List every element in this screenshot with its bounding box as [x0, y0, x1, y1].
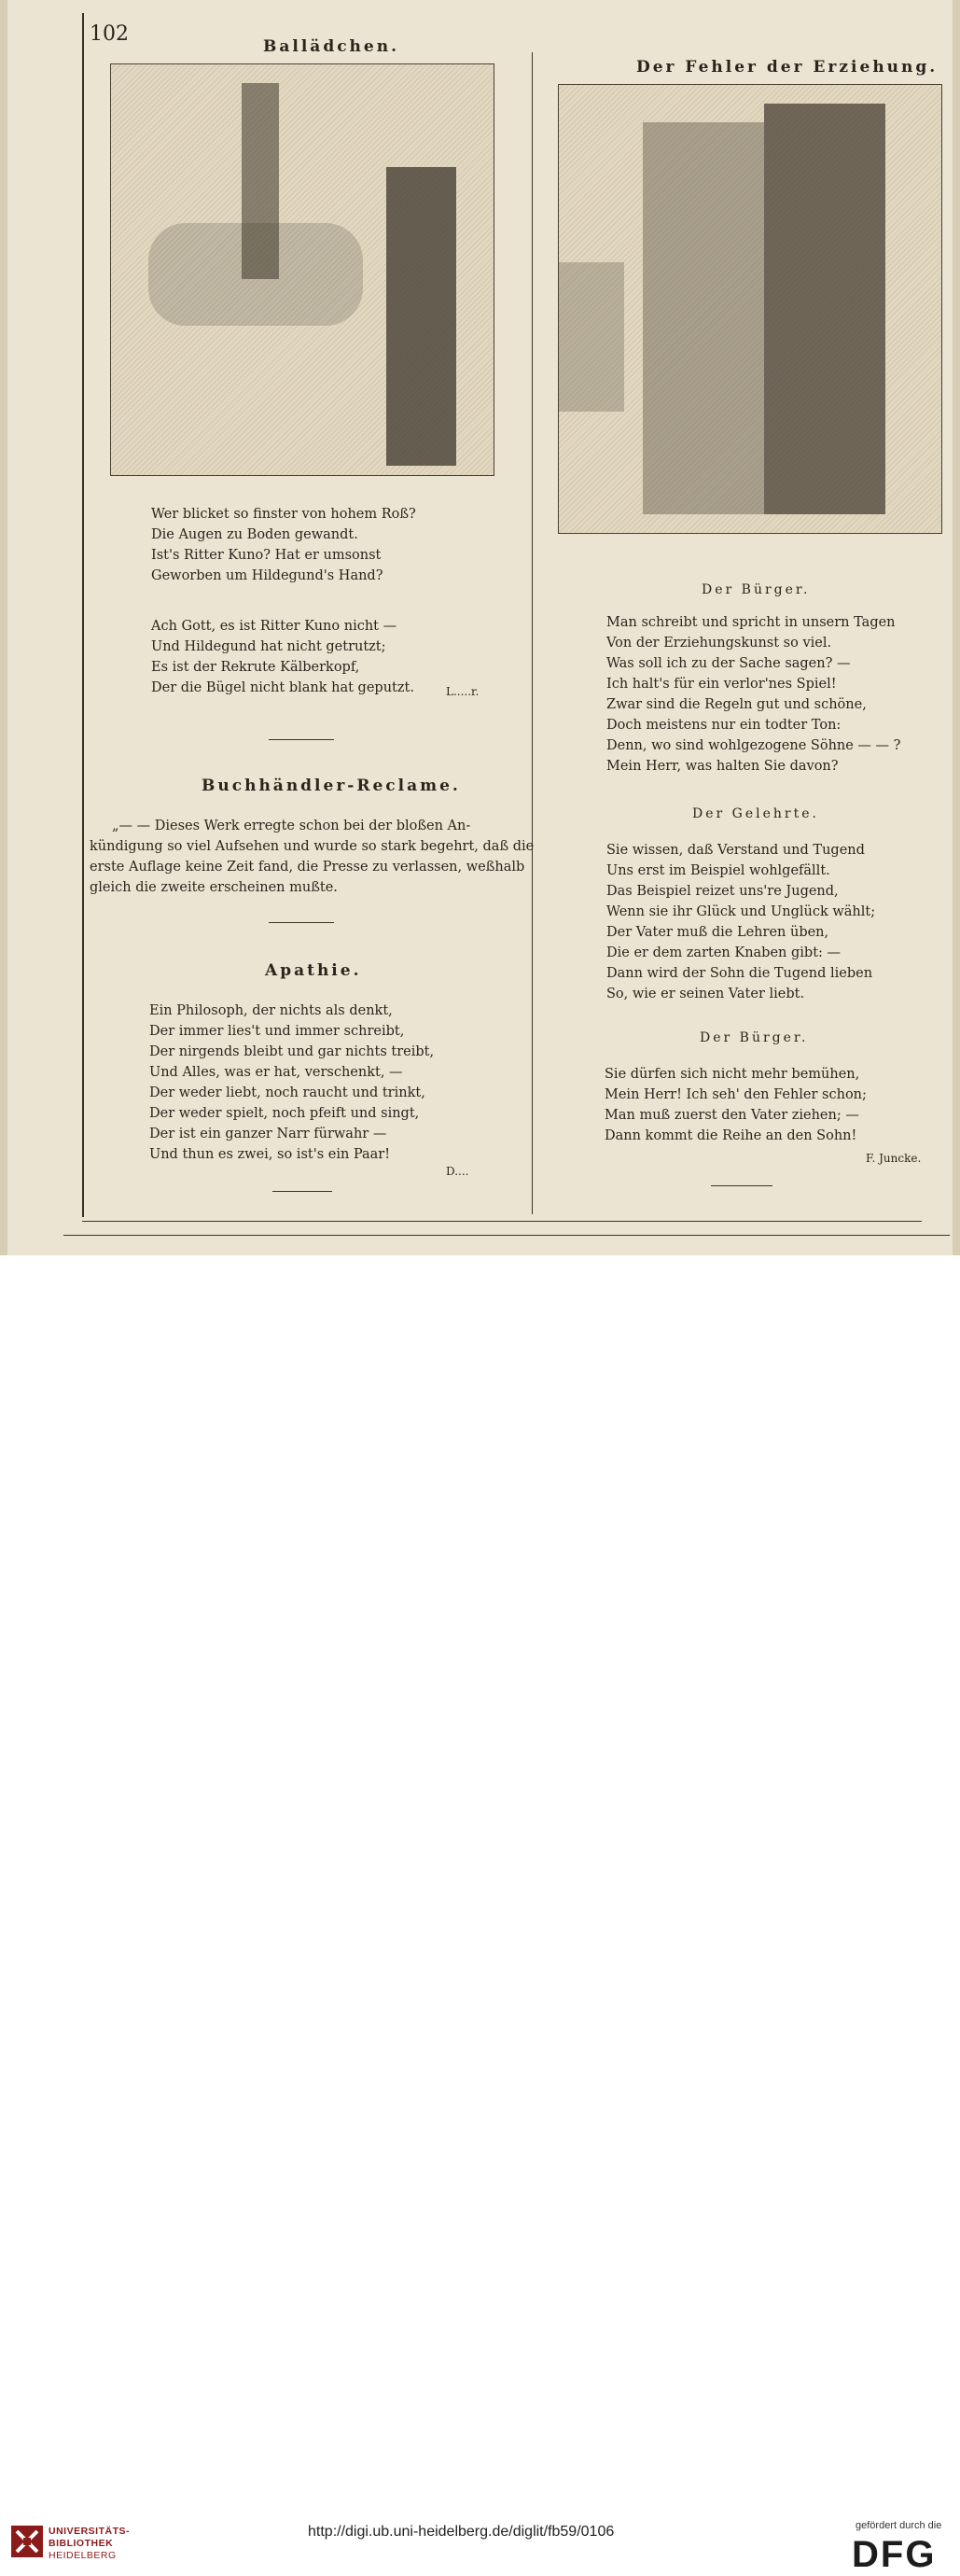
verse-line: Der die Bügel nicht blank hat geputzt. [151, 680, 414, 695]
verse-line: Ich halt's für ein verlor'nes Spiel! [606, 677, 837, 692]
verse-line: Die Augen zu Boden gewandt. [151, 527, 358, 542]
dfg-logo: DFG [852, 2534, 937, 2575]
verse-line: Das Beispiel reizet uns're Jugend, [606, 884, 839, 899]
illustration-rider-and-recruit [110, 63, 494, 476]
verse-line: Ist's Ritter Kuno? Hat er umsonst [151, 548, 382, 563]
verse-line: Uns erst im Beispiel wohlgefällt. [606, 863, 830, 878]
citizen-figure [643, 122, 764, 514]
prose-line: gleich die zweite erscheinen mußte. [90, 880, 338, 895]
signature-juncke: F. Juncke. [866, 1152, 922, 1165]
title-apathie: Apathie. [265, 961, 362, 980]
section-separator [269, 922, 334, 923]
library-name-line: BIBLIOTHEK [49, 2538, 114, 2549]
university-library-logo [11, 2526, 43, 2557]
verse-line: Der weder liebt, noch raucht und trinkt, [149, 1085, 425, 1100]
verse-line: Sie dürfen sich nicht mehr bemühen, [605, 1067, 860, 1082]
library-name-line: UNIVERSITÄTS- [49, 2526, 131, 2537]
section-separator [711, 1185, 772, 1186]
page-edge-left [0, 0, 7, 1255]
speaker-label-buerger-2: Der Bürger. [700, 1030, 809, 1045]
illustration-citizen-and-scholar [558, 84, 942, 534]
verse-line: Von der Erziehungskunst so viel. [606, 636, 832, 651]
verse-line: Der immer lies't und immer schreibt, [149, 1024, 405, 1039]
verse-line: Und thun es zwei, so ist's ein Paar! [149, 1147, 391, 1162]
verse-line: Der Vater muß die Lehren üben, [606, 925, 829, 940]
verse-line: Ach Gott, es ist Ritter Kuno nicht — [151, 619, 397, 634]
section-separator [272, 1191, 332, 1192]
library-name-line: HEIDELBERG [49, 2550, 117, 2561]
signature-apathie: D.... [446, 1165, 469, 1178]
verse-line: Wenn sie ihr Glück und Unglück wählt; [606, 904, 876, 919]
verse-line: Wer blicket so finster von hohem Roß? [151, 507, 416, 522]
verse-line: So, wie er seinen Vater liebt. [606, 987, 805, 1001]
page-number: 102 [90, 22, 129, 46]
left-margin-rule [82, 13, 84, 1217]
bottom-rule-outer [63, 1235, 950, 1236]
verse-line: Dann kommt die Reihe an den Sohn! [605, 1128, 857, 1143]
speaker-label-buerger: Der Bürger. [702, 582, 811, 597]
funder-label: gefördert durch die [856, 2520, 942, 2531]
speaker-label-gelehrte: Der Gelehrte. [692, 806, 819, 821]
title-fehler-der-erziehung: Der Fehler der Erziehung. [636, 58, 939, 77]
recruit-figure [386, 167, 456, 466]
verse-line: Man schreibt und spricht in unsern Tagen [606, 615, 896, 630]
section-separator [269, 739, 334, 740]
title-balladchen: Ballädchen. [263, 37, 400, 56]
verse-line: Und Alles, was er hat, verschenkt, — [149, 1065, 403, 1080]
verse-line: Doch meistens nur ein todter Ton: [606, 718, 842, 733]
bottom-rule [82, 1221, 922, 1222]
fence-drawing [559, 262, 624, 412]
verse-line: Und Hildegund hat nicht getrutzt; [151, 639, 386, 654]
prose-line: erste Auflage keine Zeit fand, die Presse zu verlassen, weßhalb [90, 860, 525, 875]
verse-line: Geworben um Hildegund's Hand? [151, 568, 383, 583]
column-divider [532, 52, 533, 1214]
verse-line: Sie wissen, daß Verstand und Tugend [606, 843, 865, 858]
verse-line: Der ist ein ganzer Narr fürwahr — [149, 1127, 387, 1141]
verse-line: Was soll ich zu der Sache sagen? — [606, 656, 851, 671]
horse-figure [148, 223, 363, 326]
scanned-page [0, 0, 960, 1255]
signature-balladchen: L.....r. [446, 685, 480, 698]
verse-line: Es ist der Rekrute Kälberkopf, [151, 660, 360, 675]
prose-line: „— — Dieses Werk erregte schon bei der bloßen An- [112, 819, 471, 833]
verse-line: Dann wird der Sohn die Tugend lieben [606, 966, 873, 981]
prose-line: kündigung so viel Aufsehen und wurde so stark begehrt, daß die [90, 839, 535, 854]
verse-line: Man muß zuerst den Vater ziehen; — [605, 1108, 859, 1123]
verse-line: Der nirgends bleibt und gar nichts treibt, [149, 1044, 435, 1059]
verse-line: Zwar sind die Regeln gut und schöne, [606, 697, 867, 712]
viewer-footer [0, 1255, 960, 2575]
verse-line: Mein Herr, was halten Sie davon? [606, 759, 839, 774]
verse-line: Die er dem zarten Knaben gibt: — [606, 945, 842, 960]
verse-line: Ein Philosoph, der nichts als denkt, [149, 1003, 393, 1018]
verse-line: Der weder spielt, noch pfeift und singt, [149, 1106, 420, 1121]
title-buchhaendler-reclame: Buchhändler-Reclame. [202, 777, 461, 795]
verse-line: Denn, wo sind wohlgezogene Söhne — — ? [606, 738, 901, 753]
page-edge-right [953, 0, 960, 1255]
scholar-figure [764, 104, 885, 514]
permalink-url[interactable]: http://digi.ub.uni-heidelberg.de/diglit/fb59/0106 [308, 2524, 615, 2540]
verse-line: Mein Herr! Ich seh' den Fehler schon; [605, 1087, 867, 1102]
